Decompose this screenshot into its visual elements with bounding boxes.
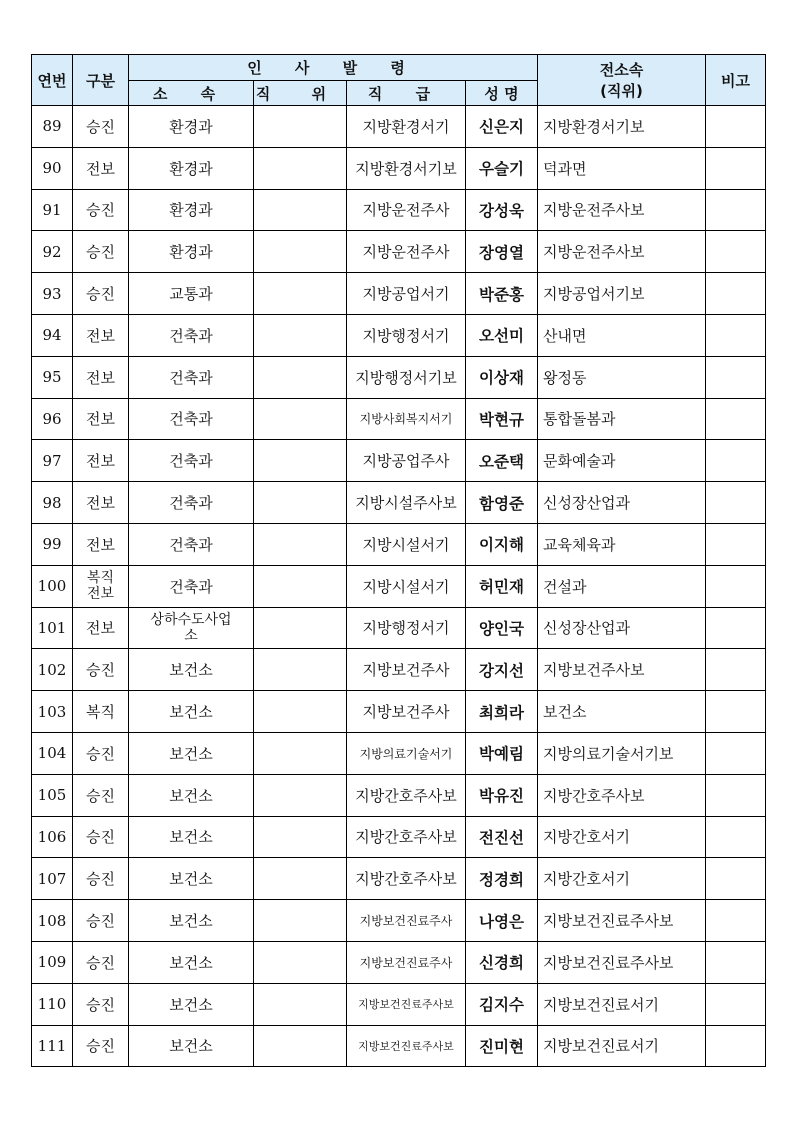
cell-dept: 환경과 — [129, 106, 254, 148]
cell-seq: 100 — [32, 565, 73, 607]
header-prev-line1: 전소속 — [599, 61, 644, 79]
cell-grade: 지방보건진료주사보 — [347, 1025, 466, 1067]
cell-note — [706, 816, 766, 858]
cell-grade: 지방공업서기 — [347, 273, 466, 315]
cell-seq: 96 — [32, 398, 73, 440]
table-row — [32, 398, 766, 440]
table-row — [32, 356, 766, 398]
cell-position — [254, 231, 347, 273]
cell-type: 승진 — [73, 732, 129, 774]
header-grade — [347, 81, 466, 106]
header-name-label: 성 명 — [484, 84, 519, 103]
cell-note — [706, 691, 766, 733]
cell-name: 강지선 — [466, 649, 538, 691]
cell-type: 전보 — [73, 356, 129, 398]
cell-grade: 지방행정서기보 — [347, 356, 466, 398]
cell-name: 김지수 — [466, 983, 538, 1025]
table-row — [32, 816, 766, 858]
cell-grade: 지방보건주사 — [347, 691, 466, 733]
cell-type: 전보 — [73, 398, 129, 440]
cell-prev-dept: 지방보건진료서기 — [538, 1025, 706, 1067]
cell-note — [706, 314, 766, 356]
cell-position — [254, 440, 347, 482]
cell-prev-dept: 산내면 — [538, 314, 706, 356]
cell-dept: 보건소 — [129, 816, 254, 858]
cell-grade: 지방시설서기 — [347, 565, 466, 607]
cell-note — [706, 1025, 766, 1067]
cell-type: 승진 — [73, 941, 129, 983]
cell-prev-dept: 신성장산업과 — [538, 482, 706, 524]
cell-dept: 건축과 — [129, 440, 254, 482]
table-row — [32, 607, 766, 649]
cell-position — [254, 691, 347, 733]
cell-note — [706, 732, 766, 774]
header-dept-label: 소 속 — [152, 84, 230, 103]
cell-prev-dept: 지방환경서기보 — [538, 106, 706, 148]
table-row — [32, 106, 766, 148]
table-row — [32, 231, 766, 273]
cell-note — [706, 607, 766, 649]
cell-note — [706, 649, 766, 691]
cell-dept: 환경과 — [129, 147, 254, 189]
cell-note — [706, 858, 766, 900]
cell-grade: 지방간호주사보 — [347, 816, 466, 858]
cell-seq: 103 — [32, 691, 73, 733]
cell-note — [706, 440, 766, 482]
cell-note — [706, 900, 766, 942]
table-row — [32, 1025, 766, 1067]
cell-type: 전보 — [73, 523, 129, 565]
cell-note — [706, 273, 766, 315]
table-row — [32, 691, 766, 733]
personnel-order-sheet — [31, 54, 766, 1067]
cell-note — [706, 398, 766, 440]
table-row — [32, 941, 766, 983]
cell-seq: 92 — [32, 231, 73, 273]
cell-grade: 지방운전주사 — [347, 231, 466, 273]
cell-type: 승진 — [73, 231, 129, 273]
header-grade-label: 직 급 — [367, 84, 445, 103]
table-row — [32, 440, 766, 482]
cell-grade: 지방환경서기 — [347, 106, 466, 148]
cell-grade: 지방의료기술서기 — [347, 732, 466, 774]
cell-position — [254, 482, 347, 524]
header-note: 비고 — [706, 55, 766, 106]
cell-name: 박현규 — [466, 398, 538, 440]
cell-seq: 104 — [32, 732, 73, 774]
cell-prev-dept: 지방보건진료주사보 — [538, 900, 706, 942]
cell-name: 박준홍 — [466, 273, 538, 315]
cell-seq: 99 — [32, 523, 73, 565]
cell-note — [706, 482, 766, 524]
cell-seq: 106 — [32, 816, 73, 858]
cell-grade: 지방운전주사 — [347, 189, 466, 231]
cell-dept: 보건소 — [129, 941, 254, 983]
table-row — [32, 774, 766, 816]
cell-dept: 상하수도사업 소 — [129, 607, 254, 649]
cell-seq: 93 — [32, 273, 73, 315]
cell-position — [254, 356, 347, 398]
header-position-label: 직 위 — [255, 84, 345, 103]
cell-dept: 건축과 — [129, 314, 254, 356]
cell-dept: 보건소 — [129, 732, 254, 774]
cell-name: 박예림 — [466, 732, 538, 774]
cell-prev-dept: 지방간호서기 — [538, 858, 706, 900]
cell-seq: 108 — [32, 900, 73, 942]
cell-position — [254, 816, 347, 858]
cell-position — [254, 147, 347, 189]
cell-seq: 89 — [32, 106, 73, 148]
cell-dept: 건축과 — [129, 565, 254, 607]
cell-position — [254, 983, 347, 1025]
cell-prev-dept: 지방운전주사보 — [538, 189, 706, 231]
header-order-group — [129, 55, 538, 81]
cell-dept: 보건소 — [129, 774, 254, 816]
cell-type: 승진 — [73, 649, 129, 691]
header-order-group-label: 인 사 발 령 — [247, 59, 419, 77]
cell-seq: 109 — [32, 941, 73, 983]
cell-name: 신경희 — [466, 941, 538, 983]
cell-grade: 지방사회복지서기 — [347, 398, 466, 440]
header-type: 구분 — [73, 55, 129, 106]
cell-prev-dept: 건설과 — [538, 565, 706, 607]
cell-type: 승진 — [73, 900, 129, 942]
cell-dept: 교통과 — [129, 273, 254, 315]
cell-dept: 보건소 — [129, 983, 254, 1025]
cell-note — [706, 189, 766, 231]
cell-dept: 보건소 — [129, 691, 254, 733]
cell-name: 양인국 — [466, 607, 538, 649]
table-row — [32, 523, 766, 565]
cell-grade: 지방시설서기 — [347, 523, 466, 565]
cell-name: 허민재 — [466, 565, 538, 607]
cell-name: 오선미 — [466, 314, 538, 356]
cell-seq: 107 — [32, 858, 73, 900]
cell-grade: 지방시설주사보 — [347, 482, 466, 524]
cell-position — [254, 900, 347, 942]
cell-name: 나영은 — [466, 900, 538, 942]
table-row — [32, 858, 766, 900]
cell-note — [706, 356, 766, 398]
cell-grade: 지방보건진료주사 — [347, 900, 466, 942]
cell-prev-dept: 통합돌봄과 — [538, 398, 706, 440]
cell-name: 신은지 — [466, 106, 538, 148]
header-position — [254, 81, 347, 106]
table-row — [32, 189, 766, 231]
cell-position — [254, 649, 347, 691]
cell-note — [706, 983, 766, 1025]
table-body — [32, 106, 766, 1067]
cell-type: 승진 — [73, 983, 129, 1025]
cell-grade: 지방환경서기보 — [347, 147, 466, 189]
cell-grade: 지방공업주사 — [347, 440, 466, 482]
cell-prev-dept: 보건소 — [538, 691, 706, 733]
cell-type: 전보 — [73, 607, 129, 649]
cell-position — [254, 607, 347, 649]
cell-grade: 지방행정서기 — [347, 314, 466, 356]
table-row — [32, 147, 766, 189]
cell-prev-dept: 왕정동 — [538, 356, 706, 398]
cell-name: 장영열 — [466, 231, 538, 273]
cell-position — [254, 314, 347, 356]
cell-name: 이상재 — [466, 356, 538, 398]
cell-prev-dept: 지방공업서기보 — [538, 273, 706, 315]
cell-name: 강성욱 — [466, 189, 538, 231]
cell-name: 우슬기 — [466, 147, 538, 189]
cell-type: 승진 — [73, 858, 129, 900]
cell-prev-dept: 교육체육과 — [538, 523, 706, 565]
cell-type: 복직 전보 — [73, 565, 129, 607]
cell-prev-dept: 지방보건진료주사보 — [538, 941, 706, 983]
cell-seq: 94 — [32, 314, 73, 356]
cell-grade: 지방행정서기 — [347, 607, 466, 649]
cell-grade: 지방보건주사 — [347, 649, 466, 691]
header-prev-line2: (직위) — [600, 82, 643, 100]
cell-position — [254, 106, 347, 148]
cell-type: 승진 — [73, 106, 129, 148]
cell-seq: 111 — [32, 1025, 73, 1067]
cell-seq: 101 — [32, 607, 73, 649]
cell-name: 진미현 — [466, 1025, 538, 1067]
cell-name: 박유진 — [466, 774, 538, 816]
table-row — [32, 482, 766, 524]
header-seq: 연번 — [32, 55, 73, 106]
cell-position — [254, 565, 347, 607]
cell-name: 오준택 — [466, 440, 538, 482]
cell-name: 최희라 — [466, 691, 538, 733]
cell-prev-dept: 지방운전주사보 — [538, 231, 706, 273]
cell-type: 전보 — [73, 147, 129, 189]
table-row — [32, 273, 766, 315]
cell-prev-dept: 지방의료기술서기보 — [538, 732, 706, 774]
cell-dept: 건축과 — [129, 482, 254, 524]
header-name — [466, 81, 538, 106]
cell-position — [254, 189, 347, 231]
cell-position — [254, 1025, 347, 1067]
cell-dept: 환경과 — [129, 231, 254, 273]
cell-type: 전보 — [73, 482, 129, 524]
cell-grade: 지방보건진료주사보 — [347, 983, 466, 1025]
cell-name: 이지해 — [466, 523, 538, 565]
table-row — [32, 900, 766, 942]
cell-seq: 95 — [32, 356, 73, 398]
cell-grade: 지방보건진료주사 — [347, 941, 466, 983]
cell-position — [254, 858, 347, 900]
cell-dept: 건축과 — [129, 398, 254, 440]
cell-grade: 지방간호주사보 — [347, 774, 466, 816]
cell-dept: 보건소 — [129, 900, 254, 942]
cell-position — [254, 273, 347, 315]
cell-prev-dept: 신성장산업과 — [538, 607, 706, 649]
table-row — [32, 649, 766, 691]
cell-note — [706, 231, 766, 273]
cell-seq: 91 — [32, 189, 73, 231]
cell-type: 전보 — [73, 440, 129, 482]
table-row — [32, 983, 766, 1025]
header-prev-dept — [538, 55, 706, 106]
header-dept — [129, 81, 254, 106]
cell-name: 전진선 — [466, 816, 538, 858]
cell-name: 함영준 — [466, 482, 538, 524]
cell-prev-dept: 문화예술과 — [538, 440, 706, 482]
cell-note — [706, 941, 766, 983]
table-row — [32, 565, 766, 607]
cell-note — [706, 106, 766, 148]
cell-dept: 건축과 — [129, 356, 254, 398]
cell-seq: 90 — [32, 147, 73, 189]
cell-seq: 102 — [32, 649, 73, 691]
cell-seq: 110 — [32, 983, 73, 1025]
table-row — [32, 314, 766, 356]
cell-note — [706, 565, 766, 607]
cell-note — [706, 523, 766, 565]
cell-prev-dept: 지방간호주사보 — [538, 774, 706, 816]
cell-prev-dept: 지방보건진료서기 — [538, 983, 706, 1025]
cell-prev-dept: 덕과면 — [538, 147, 706, 189]
cell-position — [254, 398, 347, 440]
cell-dept: 건축과 — [129, 523, 254, 565]
cell-position — [254, 941, 347, 983]
cell-name: 정경희 — [466, 858, 538, 900]
cell-dept: 보건소 — [129, 858, 254, 900]
cell-type: 승진 — [73, 816, 129, 858]
cell-type: 전보 — [73, 314, 129, 356]
cell-seq: 97 — [32, 440, 73, 482]
table-row — [32, 732, 766, 774]
personnel-order-table — [31, 54, 766, 1067]
cell-seq: 98 — [32, 482, 73, 524]
cell-position — [254, 523, 347, 565]
cell-position — [254, 774, 347, 816]
cell-type: 승진 — [73, 273, 129, 315]
cell-position — [254, 732, 347, 774]
cell-prev-dept: 지방보건주사보 — [538, 649, 706, 691]
cell-seq: 105 — [32, 774, 73, 816]
cell-type: 승진 — [73, 189, 129, 231]
cell-type: 승진 — [73, 1025, 129, 1067]
cell-note — [706, 147, 766, 189]
cell-note — [706, 774, 766, 816]
cell-type: 승진 — [73, 774, 129, 816]
cell-prev-dept: 지방간호서기 — [538, 816, 706, 858]
cell-grade: 지방간호주사보 — [347, 858, 466, 900]
cell-type: 복직 — [73, 691, 129, 733]
cell-dept: 보건소 — [129, 1025, 254, 1067]
cell-dept: 보건소 — [129, 649, 254, 691]
cell-dept: 환경과 — [129, 189, 254, 231]
